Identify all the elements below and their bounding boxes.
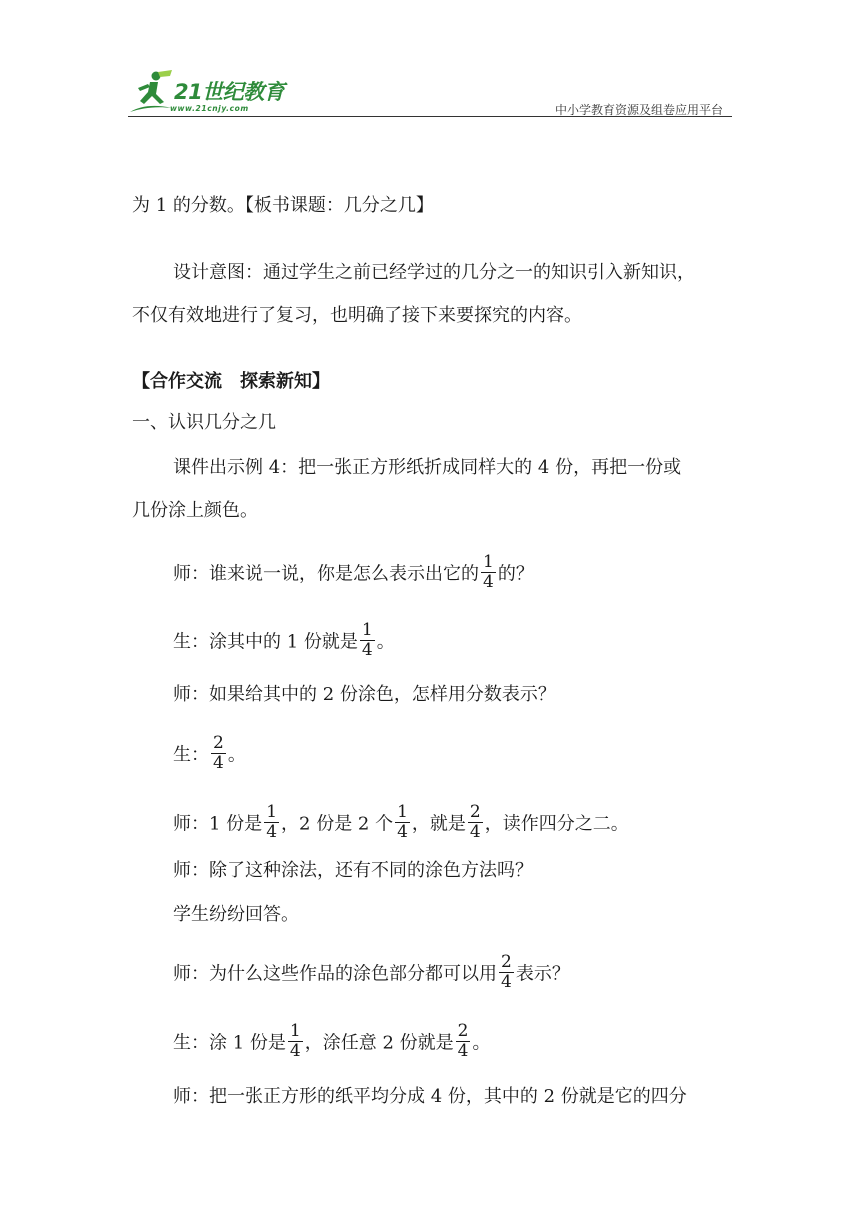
dialogue-line: 师：如果给其中的 2 份涂色，怎样用分数表示？	[173, 684, 556, 705]
section-heading: 【合作交流 探索新知】	[132, 371, 330, 392]
fraction-numerator: 2	[501, 952, 512, 972]
fraction-denominator: 4	[457, 1041, 469, 1061]
fraction-one-fourth	[264, 803, 279, 842]
dialogue-text: 生：涂其中的 1 份就是	[173, 631, 358, 653]
fraction-numerator: 2	[469, 802, 481, 822]
fraction-numerator: 2	[213, 733, 224, 753]
fraction-denominator: 4	[501, 972, 512, 992]
text-line: 学生纷纷回答。	[173, 904, 299, 925]
dialogue-line	[173, 552, 534, 594]
dialogue-line	[173, 620, 395, 662]
fraction-one-fourth	[288, 1022, 303, 1061]
fraction-one-fourth	[481, 553, 496, 592]
dialogue-text: 的？	[497, 563, 534, 585]
dialogue-text: ，涂任意 2 份就是	[304, 1032, 454, 1054]
text-line: 为 1 的分数。【板书课题：几分之几】	[132, 195, 434, 216]
fraction-denominator: 4	[289, 1041, 301, 1061]
page-header	[0, 0, 860, 130]
text-line: 设计意图：通过学生之前已经学过的几分之一的知识引入新知识，	[173, 262, 695, 283]
subsection-heading: 一、认识几分之几	[132, 412, 276, 433]
dialogue-text: 。	[472, 1032, 491, 1054]
dialogue-line	[173, 802, 629, 844]
fraction-two-fourths	[456, 1022, 471, 1061]
logo-text: 21世纪教育	[174, 80, 285, 104]
fraction-numerator: 1	[483, 552, 494, 572]
dialogue-line: 师：把一张正方形的纸平均分成 4 份，其中的 2 份就是它的四分	[173, 1086, 687, 1107]
dialogue-line	[173, 952, 570, 994]
dialogue-text: ，2 份是 2 个	[281, 813, 394, 835]
fraction-denominator: 4	[483, 572, 494, 592]
dialogue-line: 师：除了这种涂法，还有不同的涂色方法吗？	[173, 860, 533, 881]
fraction-numerator: 1	[289, 1021, 301, 1041]
text-line: 课件出示例 4：把一张正方形纸折成同样大的 4 份，再把一份或	[173, 457, 682, 478]
fraction-denominator: 4	[361, 640, 373, 660]
dialogue-text: 师：为什么这些作品的涂色部分都可以用	[173, 963, 497, 985]
dialogue-text: 。	[376, 631, 395, 653]
dialogue-text: 表示？	[515, 963, 570, 985]
fraction-numerator: 2	[457, 1021, 469, 1041]
fraction-two-fourths	[499, 953, 514, 992]
fraction-denominator: 4	[397, 822, 408, 842]
dialogue-text: 生：涂 1 份是	[173, 1032, 286, 1054]
site-logo	[128, 68, 298, 118]
fraction-two-fourths	[468, 803, 483, 842]
fraction-denominator: 4	[266, 822, 278, 842]
dialogue-text: ，就是	[411, 813, 466, 835]
fraction-one-fourth	[360, 621, 375, 660]
fraction-denominator: 4	[469, 822, 481, 842]
dialogue-text: ，读作四分之二。	[484, 813, 629, 835]
fraction-two-fourths	[211, 734, 226, 773]
runner-logo-icon	[128, 68, 176, 118]
text-line: 不仅有效地进行了复习，也明确了接下来要探究的内容。	[132, 305, 582, 326]
header-tagline: 中小学教育资源及组卷应用平台	[554, 103, 723, 117]
dialogue-text: 师：1 份是	[173, 813, 263, 835]
dialogue-line	[173, 733, 246, 775]
fraction-numerator: 1	[397, 802, 408, 822]
dialogue-line	[173, 1021, 491, 1063]
header-divider	[128, 116, 732, 117]
dialogue-text: 生：	[173, 744, 209, 766]
fraction-numerator: 1	[361, 620, 373, 640]
fraction-numerator: 1	[266, 802, 278, 822]
fraction-denominator: 4	[213, 753, 224, 773]
logo-url: www.21cnjy.com	[170, 104, 249, 113]
fraction-one-fourth	[395, 803, 410, 842]
text-line: 几份涂上颜色。	[132, 500, 258, 521]
dialogue-text: 。	[227, 744, 246, 766]
dialogue-text: 师：谁来说一说，你是怎么表示出它的	[173, 563, 479, 585]
